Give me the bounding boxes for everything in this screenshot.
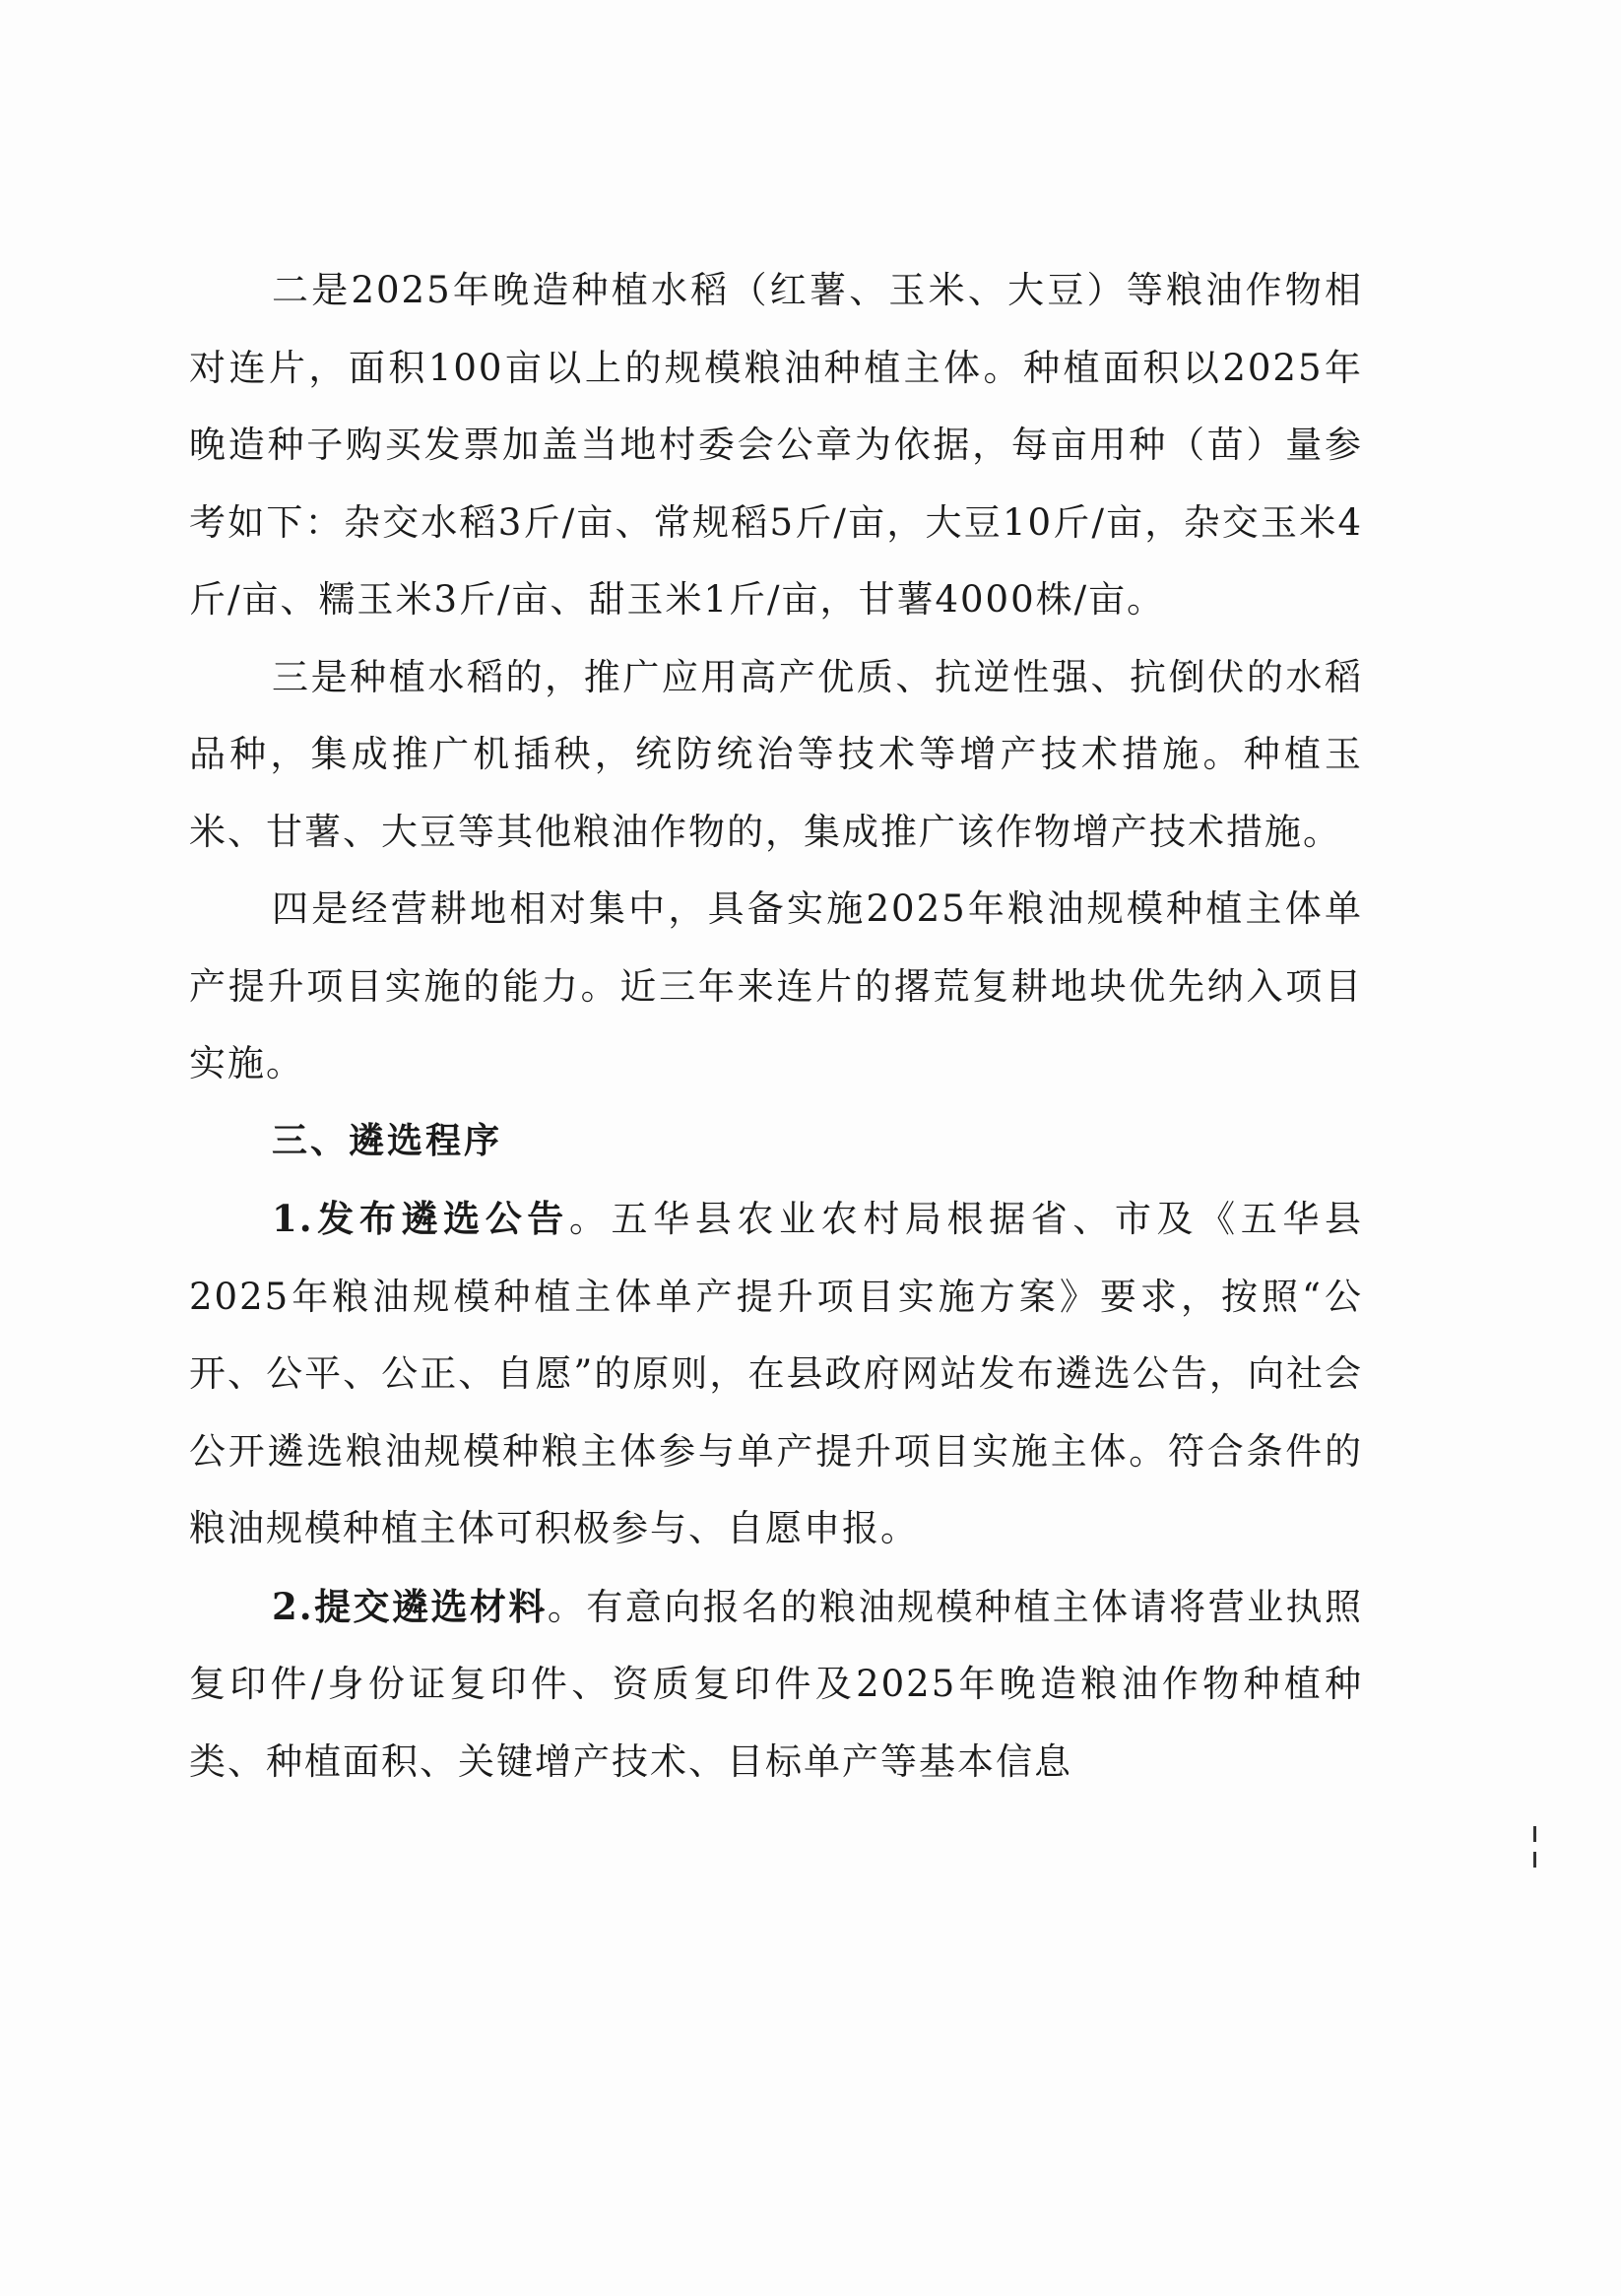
paragraph-step-2 (189, 1568, 1363, 1802)
paragraph-condition-4: 四是经营耕地相对集中，具备实施2025年粮油规模种植主体单产提升项目实施的能力。近三年来连片的撂荒复耕地块优先纳入项目实施。 (189, 887, 1363, 1084)
section-heading: 三、遴选程序 (272, 1120, 503, 1161)
step-2-text: 。有意向报名的粮油规模种植主体请将营业执照复印件/身份证复印件、资质复印件及2025年晚造粮油作物种植种类、种植面积、关键增产技术、目标单产等基本信息 (189, 1585, 1363, 1783)
document-body (189, 252, 1363, 1801)
paragraph-step-1 (189, 1180, 1363, 1568)
step-1-lead: 1.发布遴选公告 (272, 1197, 569, 1240)
paragraph-condition-2: 二是2025年晚造种植水稻（红薯、玉米、大豆）等粮油作物相对连片，面积100亩以上的规模粮油种植主体。种植面积以2025年晚造种子购买发票加盖当地村委会公章为依据，每亩用种（苗）量参考如下：杂交水稻3斤/亩、常规稻5斤/亩，大豆10斤/亩，杂交玉米4斤/亩、糯玉米3斤/亩、甜玉米1斤/亩，甘薯4000株/亩。 (189, 269, 1363, 621)
scan-mark (1533, 1852, 1536, 1868)
scan-mark (1533, 1826, 1536, 1842)
step-1-text: 。五华县农业农村局根据省、市及《五华县2025年粮油规模种植主体单产提升项目实施方案》要求，按照“公开、公平、公正、自愿”的原则，在县政府网站发布遴选公告，向社会公开遴选粮油规模种粮主体参与单产提升项目实施主体。符合条件的粮油规模种植主体可积极参与、自愿申报。 (189, 1198, 1363, 1549)
paragraph-condition-3: 三是种植水稻的，推广应用高产优质、抗逆性强、抗倒伏的水稻品种，集成推广机插秧，统防统治等技术等增产技术措施。种植玉米、甘薯、大豆等其他粮油作物的，集成推广该作物增产技术措施。 (189, 655, 1363, 853)
step-2-lead: 2.提交遴选材料 (272, 1584, 548, 1628)
